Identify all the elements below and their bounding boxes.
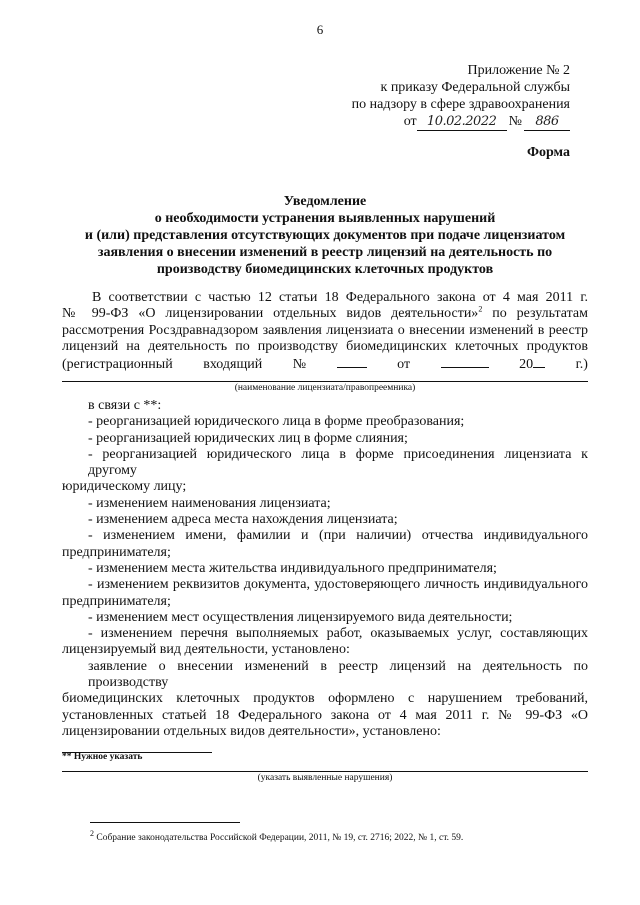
reason-item: - изменением мест осуществления лицензируемого вида деятельности; — [88, 609, 513, 625]
reason-item: - изменением наименования лицензиата; — [88, 495, 331, 511]
conclusion-line: установленных статьей 18 Федерального закона от 4 мая 2011 г. № 99-ФЗ «О — [62, 707, 588, 723]
intro-line: В соответствии с частью 12 статьи 18 Федерального закона от 4 мая 2011 г. — [92, 290, 588, 305]
handwritten-date: 10.02.2022 — [417, 113, 507, 131]
intro-line: рассмотрения Росздравнадзором заявления лицензиата о внесении изменений в реестр — [62, 322, 588, 338]
registration-number-blank[interactable] — [337, 355, 367, 368]
conclusion-line: заявление о внесении изменений в реестр лицензий на деятельность по производству — [88, 658, 588, 691]
licensee-caption: (наименование лицензиата/правопреемника) — [234, 383, 416, 394]
appendix-order-line: к приказу Федеральной службы — [380, 80, 570, 95]
registration-date-blank[interactable] — [441, 355, 489, 368]
intro-paragraph — [62, 290, 588, 394]
registration-year-blank[interactable] — [533, 355, 545, 368]
intro-line: лицензий на деятельность по производству биомедицинских клеточных продуктов — [62, 338, 588, 354]
title-line: Уведомление — [283, 194, 367, 209]
reason-item: - изменением адреса места нахождения лицензиата; — [88, 512, 398, 528]
note-required: ** Нужное указать — [62, 752, 143, 762]
title-line: о необходимости устранения выявленных нарушений — [154, 211, 496, 226]
reason-item-cont: юридическому лицу; — [62, 479, 187, 495]
appendix-date-number-line — [352, 113, 570, 131]
handwritten-number: 886 — [524, 113, 570, 131]
from-label: от — [403, 114, 417, 129]
violations-caption: (указать выявленные нарушения) — [257, 772, 393, 783]
title-line: и (или) представления отсутствующих документов при подаче лицензиатом — [84, 228, 566, 243]
conclusion-line: лицензировании отдельных видов деятельности», установлено: — [62, 724, 588, 759]
appendix-agency-line: по надзору в сфере здравоохранения — [351, 97, 570, 112]
reason-item: - изменением реквизитов документа, удостоверяющего личность индивидуального — [88, 577, 588, 593]
reason-item-cont: лицензируемый вид деятельности, установлено: — [62, 642, 350, 658]
title-line: производству биомедицинских клеточных продуктов — [156, 262, 494, 277]
title-line: заявления о внесении изменений в реестр лицензий на деятельность по — [97, 245, 553, 260]
reason-item: - реорганизацией юридических лиц в форме слияния; — [88, 430, 408, 446]
reason-item: - изменением имени, фамилии и (при наличии) отчества индивидуального — [88, 528, 588, 544]
intro-line: № 99-ФЗ «О лицензировании отдельных видов деятельности»$^2$ по результатам — [62, 304, 588, 322]
reason-item: - изменением места жительства индивидуального предпринимателя; — [88, 560, 497, 576]
form-label: Форма — [526, 145, 570, 160]
appendix-title: Приложение № 2 — [467, 63, 570, 78]
number-label: № — [508, 114, 522, 129]
conclusion-line: биомедицинских клеточных продуктов оформлено с нарушением требований, — [62, 691, 588, 707]
reason-item: - изменением перечня выполняемых работ, оказываемых услуг, составляющих — [88, 626, 588, 642]
reasons-list — [62, 398, 588, 784]
registration-line: (регистрационный входящий № от 20 г.) — [62, 357, 588, 373]
reason-item-cont: предпринимателя; — [62, 593, 171, 609]
reason-item: - реорганизацией юридического лица в форме присоединения лицензиата к другому — [88, 446, 588, 479]
footnote: $^2$ Собрание законодательства Российской Федерации, 2011, № 19, ст. 2716; 2022, № 1, ст. 59. — [90, 828, 464, 843]
reason-item: - реорганизацией юридического лица в форме преобразования; — [88, 414, 465, 430]
appendix-header — [352, 62, 570, 131]
page-number: 6 — [316, 22, 324, 37]
reason-item-cont: предпринимателя; — [62, 544, 171, 560]
reason-intro: в связи с **: — [88, 398, 162, 413]
footnote-divider — [90, 822, 240, 823]
document-title — [62, 193, 588, 278]
